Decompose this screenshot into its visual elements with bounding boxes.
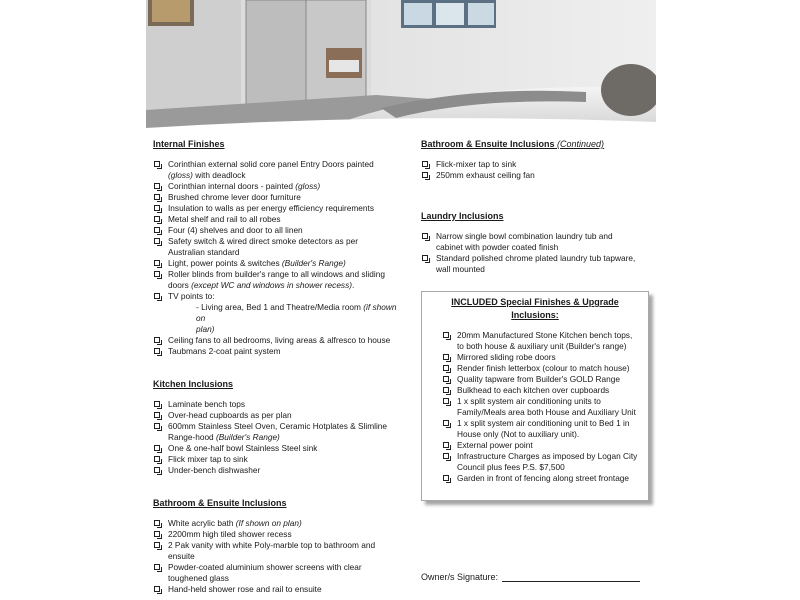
item-text: Ceiling fans to all bedrooms, living areas & alfresco to house: [168, 335, 391, 345]
left-column: [153, 138, 405, 595]
list-item: [153, 421, 405, 443]
list-item: [153, 236, 405, 258]
item-text: 250mm exhaust ceiling fan: [436, 170, 535, 180]
item-text: 1 x split system air conditioning unit to Bed 1 in: [457, 418, 630, 428]
list-item: [153, 584, 405, 595]
checkbox-icon: [154, 227, 160, 233]
checkbox-icon: [154, 445, 160, 451]
item-note: (If shown on plan): [235, 518, 302, 528]
item-line: [168, 410, 405, 421]
item-note: (gloss): [168, 170, 193, 180]
bathroom-inclusions-title: Bathroom & Ensuite Inclusions: [153, 498, 287, 508]
special-finishes-title: [422, 296, 648, 322]
checkbox-icon: [154, 194, 160, 200]
item-note: (except WC and windows in shower recess): [191, 280, 352, 290]
item-line: [457, 451, 642, 462]
list-item: [421, 253, 657, 275]
item-text: .: [352, 280, 355, 290]
checkbox-icon: [443, 453, 449, 459]
checkbox-icon: [154, 238, 160, 244]
item-text: Light, power points & switches: [168, 258, 282, 268]
list-item: [442, 396, 642, 418]
list-item: [153, 258, 405, 269]
kitchen-inclusions-title: Kitchen Inclusions: [153, 379, 234, 389]
item-line: [168, 562, 405, 573]
checkbox-icon: [422, 161, 428, 167]
item-line: [168, 181, 405, 192]
list-item: [153, 335, 405, 346]
item-text: Powder-coated aluminium shower screens with clear: [168, 562, 362, 572]
item-line: [168, 335, 405, 346]
owner-signature: [421, 571, 640, 582]
item-text: Render finish letterbox (colour to match house): [457, 363, 630, 373]
item-text: Taubmans 2-coat paint system: [168, 346, 281, 356]
item-line: [168, 584, 405, 595]
item-line: [168, 399, 405, 410]
list-item: [153, 443, 405, 454]
checkbox-icon: [154, 216, 160, 222]
item-text: Bulkhead to each kitchen over cupboards: [457, 385, 610, 395]
list-item: [153, 225, 405, 236]
item-line: [457, 473, 642, 484]
item-text: Safety switch & wired direct smoke detectors as per: [168, 236, 358, 246]
continued-note: (Continued): [557, 139, 605, 149]
item-line: [457, 407, 642, 418]
checkbox-icon: [154, 161, 160, 167]
item-line: [168, 236, 405, 247]
item-line: [457, 462, 642, 473]
item-line: [457, 374, 642, 385]
checkbox-icon: [443, 332, 449, 338]
item-line: [457, 385, 642, 396]
item-line: [168, 159, 405, 170]
item-text: Under-bench dishwasher: [168, 465, 261, 475]
item-text: External power point: [457, 440, 533, 450]
item-text: 20mm Manufactured Stone Kitchen bench tops,: [457, 330, 633, 340]
checkbox-icon: [154, 183, 160, 189]
checkbox-icon: [443, 376, 449, 382]
item-text: TV points to:: [168, 291, 215, 301]
item-line: [168, 192, 405, 203]
item-line: [436, 159, 657, 170]
checkbox-icon: [443, 354, 449, 360]
right-column: [421, 138, 657, 275]
item-text: Over-head cupboards as per plan: [168, 410, 292, 420]
list-item: [442, 374, 642, 385]
item-line: [168, 291, 405, 302]
checkbox-icon: [154, 520, 160, 526]
item-text: Metal shelf and rail to all robes: [168, 214, 281, 224]
item-text: Narrow single bowl combination laundry tub and: [436, 231, 613, 241]
laundry-inclusions-title: Laundry Inclusions: [421, 211, 504, 221]
checkbox-icon: [154, 456, 160, 462]
item-text: Hand-held shower rose and rail to ensuite: [168, 584, 322, 594]
item-text: 2 Pak vanity with white Poly-marble top to bathroom and: [168, 540, 376, 550]
item-text: One & one-half bowl Stainless Steel sink: [168, 443, 318, 453]
list-item: [153, 454, 405, 465]
item-line: [436, 242, 657, 253]
special-finishes-title-line2: Inclusions:: [511, 310, 559, 320]
list-item: [153, 410, 405, 421]
checkbox-icon: [443, 398, 449, 404]
item-text: Corinthian external solid core panel Entry Doors painted: [168, 159, 374, 169]
bedroom-photo: [146, 0, 656, 128]
item-line: [457, 418, 642, 429]
checkbox-icon: [154, 293, 160, 299]
item-text: Flick mixer tap to sink: [168, 454, 248, 464]
item-text: doors: [168, 280, 192, 290]
item-line: [168, 324, 405, 335]
item-line: [168, 346, 405, 357]
item-line: [457, 341, 642, 352]
checkbox-icon: [443, 475, 449, 481]
item-text: Four (4) shelves and door to all linen: [168, 225, 303, 235]
list-item: [153, 159, 405, 181]
item-text: Range-hood: [168, 432, 216, 442]
item-line: [436, 170, 657, 181]
list-item: [421, 170, 657, 181]
list-item: [153, 181, 405, 192]
item-line: [168, 269, 405, 280]
item-text: White acrylic bath: [168, 518, 236, 528]
item-line: [168, 302, 405, 324]
list-item: [153, 465, 405, 476]
checkbox-icon: [154, 542, 160, 548]
item-note: plan): [196, 324, 215, 334]
item-line: [168, 529, 405, 540]
item-text: Insulation to walls as per energy efficiency requirements: [168, 203, 374, 213]
item-line: [168, 454, 405, 465]
signature-line[interactable]: [502, 571, 640, 582]
item-line: [457, 352, 642, 363]
item-line: [168, 225, 405, 236]
item-line: [168, 432, 405, 443]
list-item: [442, 385, 642, 396]
checkbox-icon: [154, 467, 160, 473]
item-line: [457, 330, 642, 341]
item-text: wall mounted: [436, 264, 485, 274]
special-finishes-title-line1: INCLUDED Special Finishes & Upgrade: [451, 297, 619, 307]
item-line: [457, 429, 642, 440]
item-line: [168, 518, 405, 529]
list-item: [153, 399, 405, 410]
checkbox-icon: [443, 420, 449, 426]
list-item: [421, 231, 657, 253]
item-text: 1 x split system air conditioning units to: [457, 396, 601, 406]
checkbox-icon: [422, 172, 428, 178]
item-text: Flick-mixer tap to sink: [436, 159, 517, 169]
item-note: (gloss): [295, 181, 321, 191]
item-text: Family/Meals area both House and Auxiliary Unit: [457, 407, 636, 417]
item-text: Australian standard: [168, 247, 240, 257]
list-item: [442, 473, 642, 484]
list-item: [153, 529, 405, 540]
checkbox-icon: [154, 531, 160, 537]
checkbox-icon: [154, 412, 160, 418]
kitchen-inclusions-list: [153, 399, 405, 476]
list-item: [153, 346, 405, 357]
item-line: [168, 247, 405, 258]
item-text: Mirrored sliding robe doors: [457, 352, 556, 362]
checkbox-icon: [154, 401, 160, 407]
bathroom-inclusions-list: [153, 518, 405, 595]
item-text: ensuite: [168, 551, 195, 561]
internal-finishes-title: Internal Finishes: [153, 139, 225, 149]
list-item: [153, 214, 405, 225]
item-text: House only (Not to auxiliary unit).: [457, 429, 580, 439]
item-line: [168, 421, 405, 432]
checkbox-icon: [154, 423, 160, 429]
list-item: [442, 440, 642, 451]
item-line: [457, 396, 642, 407]
internal-finishes-list: [153, 159, 405, 357]
laundry-inclusions-list: [421, 231, 657, 275]
list-item: [153, 203, 405, 214]
list-item: [153, 192, 405, 203]
list-item: [153, 291, 405, 335]
item-text: with deadlock: [192, 170, 246, 180]
item-text: Standard polished chrome plated laundry tub tapware,: [436, 253, 636, 263]
list-item: [153, 540, 405, 562]
checkbox-icon: [154, 586, 160, 592]
item-text: Infrastructure Charges as imposed by Logan City: [457, 451, 638, 461]
bathroom-continued-list: [421, 159, 657, 181]
list-item: [442, 330, 642, 352]
item-text: toughened glass: [168, 573, 229, 583]
list-item: [421, 159, 657, 170]
checkbox-icon: [154, 564, 160, 570]
item-text: Laminate bench tops: [168, 399, 246, 409]
item-line: [168, 540, 405, 551]
special-finishes-panel: [421, 291, 649, 501]
checkbox-icon: [422, 255, 428, 261]
list-item: [442, 363, 642, 374]
item-line: [457, 440, 642, 451]
signature-label: Owner/s Signature:: [421, 572, 499, 582]
item-text: Brushed chrome lever door furniture: [168, 192, 301, 202]
checkbox-icon: [154, 260, 160, 266]
checkbox-icon: [443, 365, 449, 371]
item-text: to both house & auxiliary unit (Builder's range): [457, 341, 627, 351]
checkbox-icon: [443, 387, 449, 393]
checkbox-icon: [443, 442, 449, 448]
checkbox-icon: [154, 348, 160, 354]
item-line: [168, 573, 405, 584]
list-item: [153, 562, 405, 584]
item-line: [168, 258, 405, 269]
item-note: (Builder's Range): [281, 258, 346, 268]
list-item: [442, 352, 642, 363]
item-note: (Builder's Range): [215, 432, 280, 442]
bathroom-continued-title: [421, 138, 657, 151]
item-text: Council plus fees P.S. $7,500: [457, 462, 565, 472]
item-note: (if shown on: [196, 302, 397, 323]
item-text: 600mm Stainless Steel Oven, Ceramic Hotplates & Slimline: [168, 421, 388, 431]
item-line: [168, 443, 405, 454]
item-line: [168, 170, 405, 181]
item-text: - Living area, Bed 1 and Theatre/Media room: [196, 302, 364, 312]
list-item: [442, 418, 642, 440]
item-text: cabinet with powder coated finish: [436, 242, 559, 252]
checkbox-icon: [422, 233, 428, 239]
item-line: [168, 551, 405, 562]
list-item: [153, 269, 405, 291]
item-line: [436, 253, 657, 264]
item-line: [168, 465, 405, 476]
list-item: [153, 518, 405, 529]
list-item: [442, 451, 642, 473]
special-finishes-list: [422, 330, 648, 484]
item-line: [168, 280, 405, 291]
item-text: Quality tapware from Builder's GOLD Range: [457, 374, 620, 384]
item-line: [436, 231, 657, 242]
checkbox-icon: [154, 337, 160, 343]
item-line: [436, 264, 657, 275]
item-text: Corinthian internal doors - painted: [168, 181, 296, 191]
item-text: Roller blinds from builder's range to all windows and sliding: [168, 269, 385, 279]
item-line: [168, 203, 405, 214]
item-text: Garden in front of fencing along street frontage: [457, 473, 630, 483]
item-line: [168, 214, 405, 225]
bathroom-continued-title-text: Bathroom & Ensuite Inclusions: [421, 139, 555, 149]
checkbox-icon: [154, 205, 160, 211]
checkbox-icon: [154, 271, 160, 277]
item-text: 2200mm high tiled shower recess: [168, 529, 292, 539]
item-line: [457, 363, 642, 374]
